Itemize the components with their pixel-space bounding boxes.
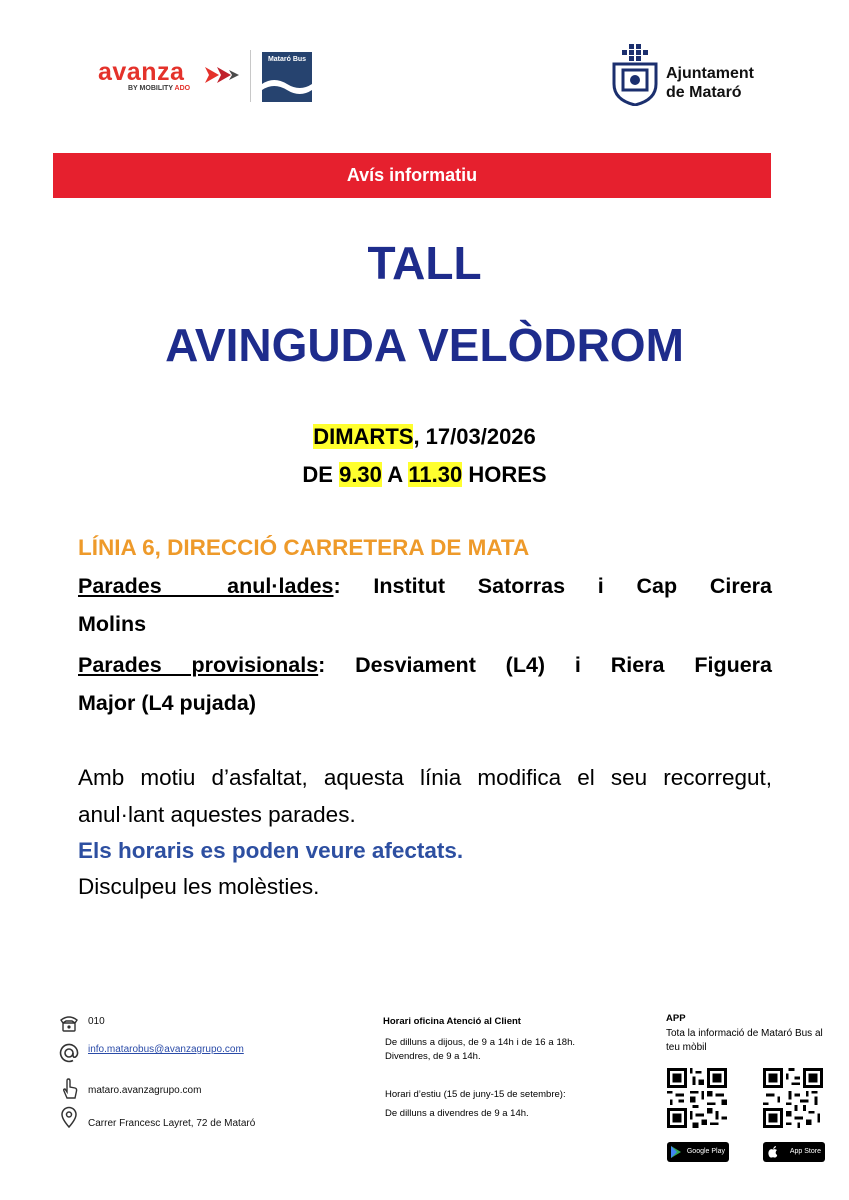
office-hours-regular: De dilluns a dijous, de 9 a 14h i de 16 a 18h. Divendres, de 9 a 14h.: [385, 1037, 575, 1062]
phone-icon: [58, 1012, 80, 1034]
avanza-logo-sub: BY MOBILITY ADO: [128, 85, 191, 92]
reason-paragraph: Amb motiu d’asfaltat, aquesta línia modifica el seu recorregut, anul·lant aquestes parades.: [78, 765, 772, 827]
time-middle: A: [381, 462, 409, 487]
line-heading: LÍNIA 6, DIRECCIÓ CARRETERA DE MATA: [78, 535, 530, 560]
apology-text: Disculpeu les molèsties.: [78, 874, 320, 899]
cancelled-stops: [78, 567, 772, 643]
office-hours-summer: De dilluns a divendres de 9 a 14h.: [385, 1108, 529, 1119]
wave-icon: [262, 74, 312, 102]
time-range-line: [0, 462, 849, 488]
page-title-line-2: AVINGUDA VELÒDROM: [165, 319, 684, 371]
cancelled-stops-first-line: Parades anul·lades: Institut Satorras i Cap Cirera: [78, 574, 772, 598]
mataro-bus-logo: [262, 52, 312, 102]
schedule-warning: Els horaris es poden veure afectats.: [78, 838, 464, 863]
provisional-stops-second-line: Major (L4 pujada): [78, 691, 256, 715]
office-hours-summer-title: Horari d’estiu (15 de juny-15 de setembre):: [385, 1089, 566, 1100]
provisional-stops: [78, 646, 772, 722]
office-hours-title: Horari oficina Atenció al Client: [383, 1016, 521, 1027]
date-value: , 17/03/2026: [413, 424, 536, 449]
play-store-icon: [671, 1146, 681, 1158]
provisional-stops-first-line: Parades provisionals: Desviament (L4) i Riera Figuera: [78, 653, 772, 677]
provisional-stops-label: Parades provisionals: [78, 653, 319, 677]
cancelled-stops-second-line: Molins: [78, 612, 147, 636]
footer-address: Carrer Francesc Layret, 72 de Mataró: [88, 1118, 256, 1129]
avanza-logo-word: avanza: [98, 58, 185, 86]
google-play-badge[interactable]: Google Play: [667, 1142, 729, 1162]
page-title-line-1: TALL: [367, 237, 482, 289]
app-title: APP: [666, 1013, 686, 1024]
qr-code-icon[interactable]: [763, 1068, 823, 1128]
ajuntament-logo-text: Ajuntament de Mataró: [666, 65, 754, 101]
location-pin-icon: [58, 1106, 80, 1128]
day-highlight: DIMARTS: [313, 424, 414, 449]
avanza-arrow-icon: [205, 66, 243, 84]
start-time-highlight: 9.30: [339, 462, 382, 487]
ajuntament-logo: [610, 44, 770, 106]
time-suffix: HORES: [462, 462, 547, 487]
mataro-bus-logo-text: Mataró Bus: [267, 56, 307, 63]
notice-banner: Avís informatiu: [53, 153, 771, 198]
apple-icon: [768, 1146, 778, 1158]
cancelled-stops-label: Parades anul·lades: [78, 574, 334, 598]
footer-email-link[interactable]: info.matarobus@avanzagrupo.com: [88, 1044, 244, 1055]
at-sign-icon: [58, 1042, 80, 1064]
end-time-highlight: 11.30: [408, 462, 463, 487]
app-store-badge[interactable]: App Store: [763, 1142, 825, 1162]
footer-website-link[interactable]: mataro.avanzagrupo.com: [88, 1085, 202, 1096]
time-prefix: DE: [302, 462, 340, 487]
footer-phone: 010: [88, 1016, 105, 1027]
qr-code-icon[interactable]: [667, 1068, 727, 1128]
date-line: [0, 424, 849, 450]
avanza-logo: [98, 58, 248, 98]
city-crest-icon: [610, 44, 660, 106]
touch-hand-icon: [58, 1077, 80, 1099]
app-description: Tota la informació de Mataró Bus al teu mòbil: [666, 1028, 823, 1053]
logo-divider: [250, 50, 251, 102]
